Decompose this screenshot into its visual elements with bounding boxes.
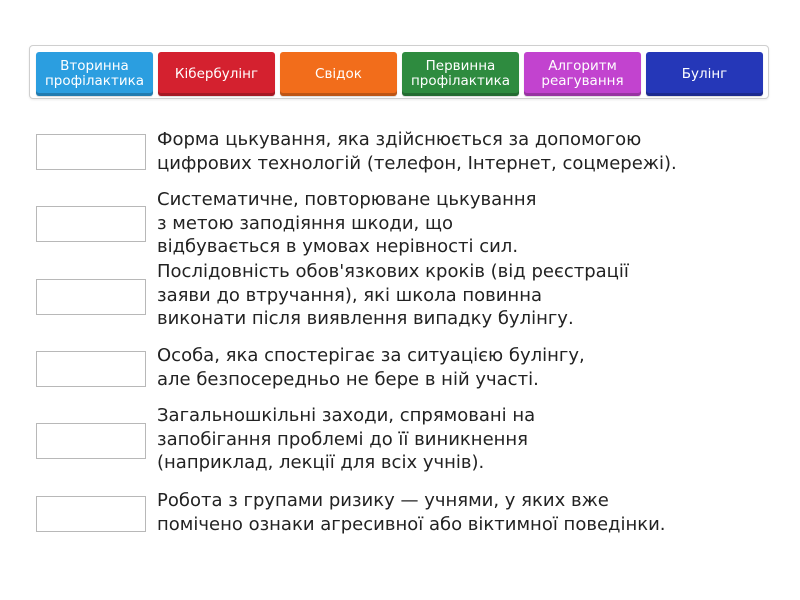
item-description: Форма цькування, яка здійснюється за допомогою цифрових технологій (телефон, Інтернет, соцмережі). [157,129,677,174]
answer-drop-box[interactable] [36,423,146,459]
tile-bullying[interactable]: Булінг [646,52,763,96]
answer-drop-box[interactable] [36,351,146,387]
tile-cyberbullying[interactable]: Кібербулінг [158,52,275,96]
tile-response-algorithm[interactable]: Алгоритм реагування [524,52,641,96]
item-description: Послідовність обов'язкових кроків (від реєстрації заяви до втручання), які школа повинна виконати після виявлення випадку булінгу. [157,261,629,329]
tile-secondary-prevention[interactable]: Вторинна профілактика [36,52,153,96]
answer-drop-box[interactable] [36,279,146,315]
answer-drop-box[interactable] [36,496,146,532]
item-description: Загальношкільні заходи, спрямовані на запобігання проблемі до її виникнення (наприклад, лекції для всіх учнів). [157,405,536,473]
item-description: Робота з групами ризику — учнями, у яких вже помічено ознаки агресивної або віктимної поведінки. [157,490,666,535]
tile-witness[interactable]: Свідок [280,52,397,96]
item-description: Систематичне, повторюване цькування з метою заподіяння шкоди, що відбувається в умовах нерівності сил. [157,189,537,257]
tile-primary-prevention[interactable]: Первинна профілактика [402,52,519,96]
item-description: Особа, яка спостерігає за ситуацією булінгу, але безпосередньо не бере в ній участі. [157,345,585,390]
answer-drop-box[interactable] [36,206,146,242]
answer-drop-box[interactable] [36,134,146,170]
